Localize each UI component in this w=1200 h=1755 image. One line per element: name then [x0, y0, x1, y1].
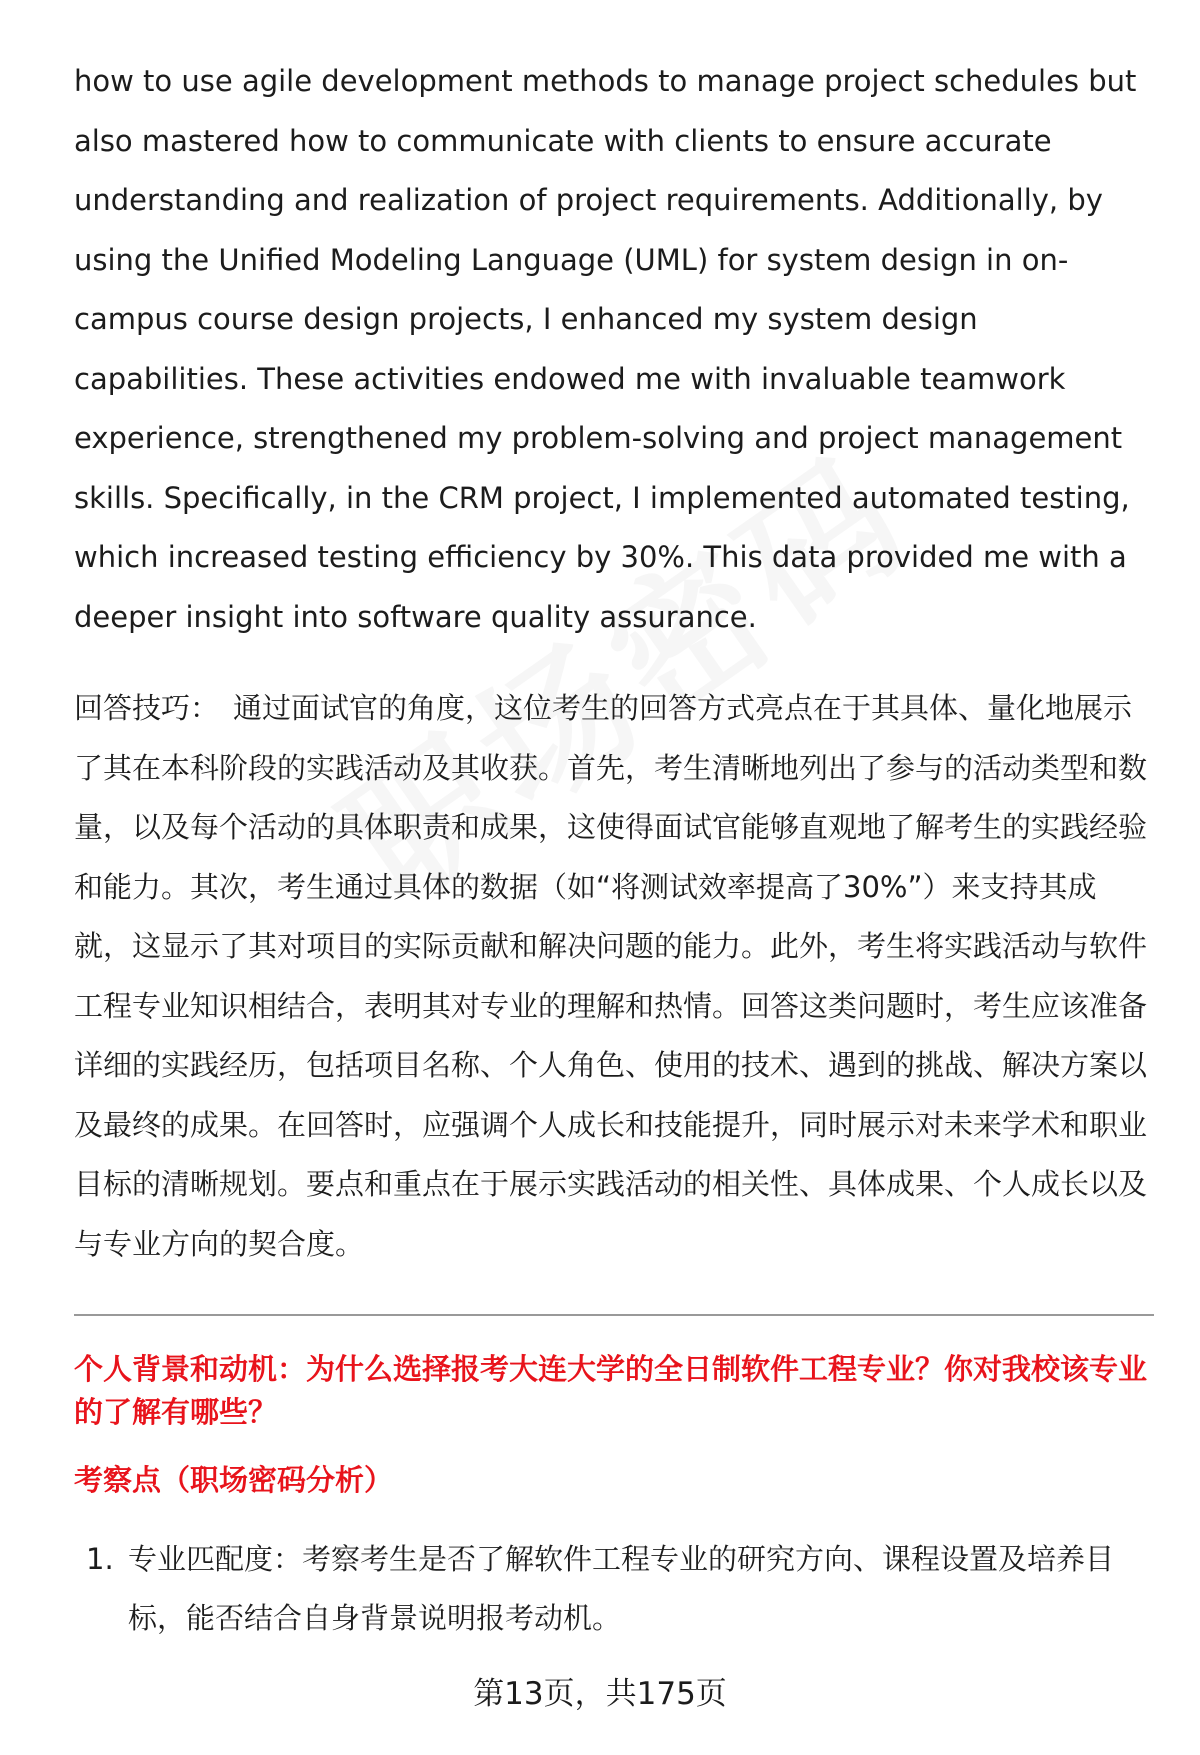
page-content [74, 52, 1154, 1648]
answer-tips [74, 679, 1154, 1274]
assessment-points-list [74, 1530, 1154, 1648]
section-heading: 考察点（职场密码分析） [74, 1463, 394, 1497]
page-footer: 第13页，共175页 [473, 1676, 727, 1712]
answer-paragraph: how to use agile development methods to manage project schedules but also mastered how to communicate with clients to ensure accurate understanding and realization of project requirements. Additionally, by using the Unified Modeling Language (UML) for system design in on-campus course design projects, I enhanced my system design capabilities. These activities endowed me with invaluable teamwork experience, strengthened my problem-solving and project management skills. Specifically, in the CRM project, I implemented automated testing, which increased testing efficiency by 30%. This data provided me with a deeper insight into software quality assurance. [74, 64, 1137, 634]
list-item-number: 1. [86, 1542, 114, 1576]
tip-label: 回答技巧： [74, 691, 220, 725]
divider [74, 1314, 1154, 1316]
tip-text: 通过面试官的角度，这位考生的回答方式亮点在于其具体、量化地展示了其在本科阶段的实践活动及其收获。首先，考生清晰地列出了参与的活动类型和数量，以及每个活动的具体职责和成果，这使得面试官能够直观地了解考生的实践经验和能力。其次，考生通过具体的数据（如“将测试效率提高了30%”）来支持其成就，这显示了其对项目的实际贡献和解决问题的能力。此外，考生将实践活动与软件工程专业知识相结合，表明其对专业的理解和热情。回答这类问题时，考生应该准备详细的实践经历，包括项目名称、个人角色、使用的技术、遇到的挑战、解决方案以及最终的成果。在回答时，应强调个人成长和技能提升，同时展示对未来学术和职业目标的清晰规划。要点和重点在于展示实践活动的相关性、具体成果、个人成长以及与专业方向的契合度。 [74, 691, 1148, 1261]
list-item [74, 1530, 1154, 1648]
list-item-text: 专业匹配度：考察考生是否了解软件工程专业的研究方向、课程设置及培养目标，能否结合自身背景说明报考动机。 [128, 1542, 1115, 1635]
question-heading: 个人背景和动机：为什么选择报考大连大学的全日制软件工程专业？你对我校该专业的了解有哪些？ [74, 1352, 1148, 1429]
